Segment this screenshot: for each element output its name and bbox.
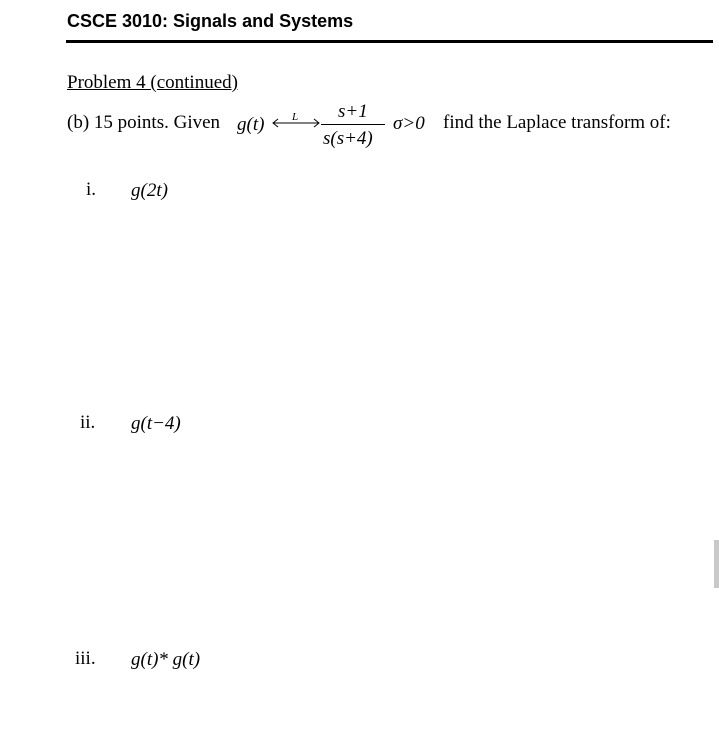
fraction-bar	[321, 124, 385, 125]
part-expression: g(t−4)	[131, 413, 181, 434]
region-of-convergence: σ>0	[393, 113, 425, 134]
problem-heading: Problem 4 (continued)	[67, 72, 238, 93]
part-number: iii.	[75, 648, 96, 669]
part-expression: g(t)* g(t)	[131, 649, 201, 670]
scrollbar-thumb[interactable]	[714, 540, 719, 588]
fraction-denominator: s(s+4)	[323, 128, 373, 149]
laplace-transform-label: L	[292, 111, 299, 123]
part-number: i.	[86, 179, 97, 200]
problem-prompt: find the Laplace transform of:	[443, 112, 671, 133]
part-expression: g(2t)	[131, 180, 168, 201]
document-header-title: CSCE 3010: Signals and Systems	[67, 11, 354, 31]
function-g-t: g(t)	[237, 114, 265, 135]
part-number: ii.	[80, 412, 96, 433]
problem-intro: (b) 15 points. Given	[67, 112, 221, 133]
header-divider	[66, 40, 713, 43]
fraction-numerator: s+1	[338, 101, 368, 122]
